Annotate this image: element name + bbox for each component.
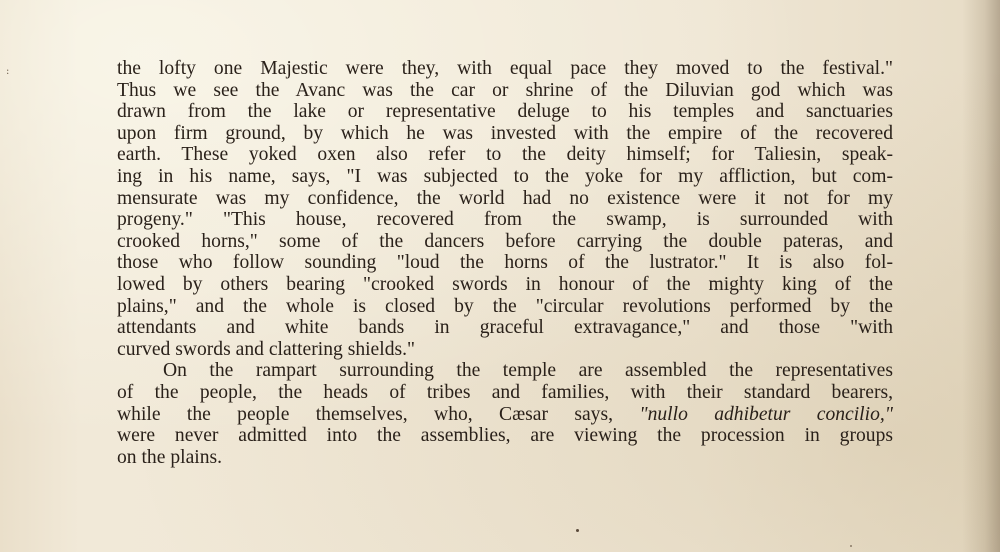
text-line: plains," and the whole is closed by the "circular revolutions performed by the xyxy=(117,295,893,317)
text-line: the lofty one Majestic were they, with equal pace they moved to the festival." xyxy=(117,58,893,79)
text-line: drawn from the lake or representative deluge to his temples and sanctuaries xyxy=(117,101,893,123)
text-segment: while the people themselves, who, Cæsar says, xyxy=(117,403,640,425)
text-line: attendants and white bands in graceful extravagance," and those "with xyxy=(117,317,893,339)
text-line: lowed by others bearing "crooked swords in honour of the mighty king of the xyxy=(117,273,893,295)
margin-mark: : xyxy=(6,66,10,77)
text-line: on the plains. xyxy=(117,446,223,468)
body-text xyxy=(117,58,893,468)
text-line: were never admitted into the assemblies, are viewing the procession in groups xyxy=(117,425,893,447)
text-line: earth. These yoked oxen also refer to the deity himself; for Taliesin, speak- xyxy=(117,144,893,166)
text-line: of the people, the heads of tribes and families, with their standard bearers, xyxy=(117,381,893,403)
text-line: curved swords and clattering shields." xyxy=(117,338,416,360)
text-line: mensurate was my confidence, the world had no existence were it not for my xyxy=(117,187,893,209)
text-line: progeny." "This house, recovered from the swamp, is surrounded with xyxy=(117,209,893,231)
text-line: crooked horns," some of the dancers before carrying the double pateras, and xyxy=(117,230,893,252)
ink-speck xyxy=(850,545,852,547)
text-line: Thus we see the Avanc was the car or shrine of the Diluvian god which was xyxy=(117,79,893,101)
text-line: ing in his name, says, "I was subjected to the yoke for my affliction, but com- xyxy=(117,165,893,187)
text-line: upon firm ground, by which he was invested with the empire of the recovered xyxy=(117,122,893,144)
latin-quote: "nullo adhibetur concilio," xyxy=(639,403,893,425)
page-spine-shadow xyxy=(962,0,1000,552)
ink-speck xyxy=(576,529,579,532)
paragraph-2 xyxy=(117,360,893,468)
text-line: those who follow sounding "loud the horns of the lustrator." It is also fol- xyxy=(117,252,893,274)
paragraph-1 xyxy=(117,58,893,360)
text-line: On the rampart surrounding the temple are assembled the representatives xyxy=(163,360,893,382)
text-line-with-quote xyxy=(117,404,893,426)
